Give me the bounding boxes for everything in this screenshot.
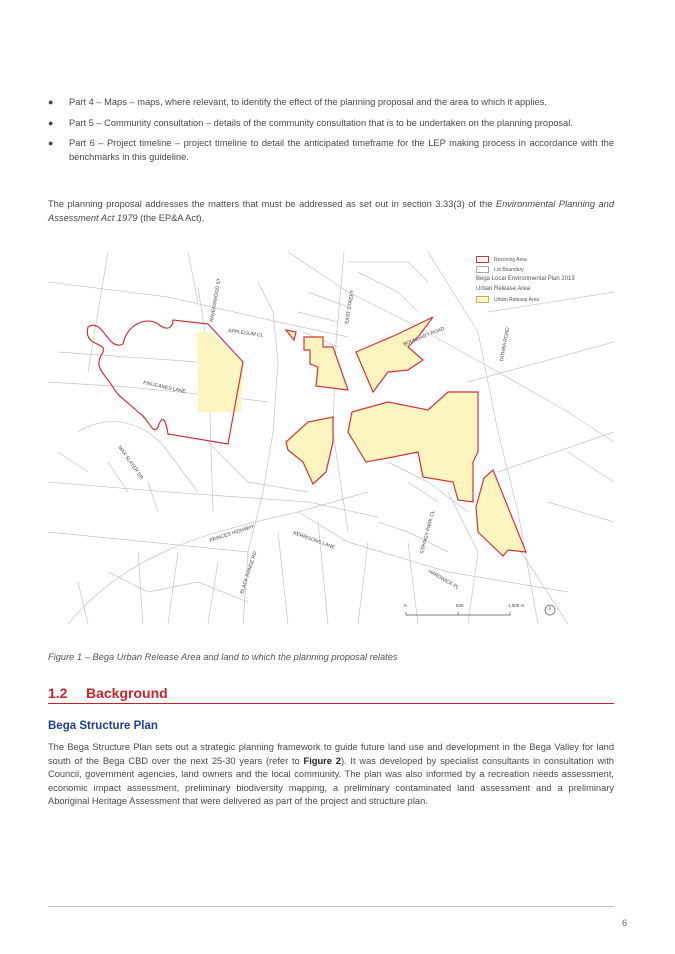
rezoning-swatch-icon [476, 256, 489, 263]
svg-text:500: 500 [456, 603, 464, 608]
svg-text:1,000 m: 1,000 m [508, 603, 525, 608]
svg-text:RAVENSWOOD ST: RAVENSWOOD ST [209, 277, 223, 323]
figure-reference: Figure 2 [303, 755, 341, 766]
urban-release-areas [196, 317, 526, 556]
svg-text:HARDWICK PL: HARDWICK PL [427, 568, 461, 592]
scale-bar [404, 603, 525, 615]
list-item: ● Part 6 – Project timeline – project timeline to detail the anticipated timeframe for the LEP making process in accordance with the benchmarks in this guideline. [48, 138, 614, 162]
figure-map [48, 252, 614, 624]
svg-text:BLACK RANGE RD: BLACK RANGE RD [239, 550, 259, 595]
urban-release-swatch-icon [476, 296, 489, 303]
bullet-icon: ● [48, 97, 54, 107]
map-graphic [48, 252, 614, 624]
svg-text:APPLEGUM CL: APPLEGUM CL [227, 328, 264, 339]
bullet-icon: ● [48, 138, 54, 148]
figure-caption: Figure 1 – Bega Urban Release Area and land to which the planning proposal relates [48, 652, 398, 662]
intro-paragraph: The planning proposal addresses the matters that must be addressed as set out in section 3.33(3) of the Environmental Planning and Assessment Act 1979 (the EP&A Act). [48, 199, 614, 223]
svg-text:KERRISONS LANE: KERRISONS LANE [292, 530, 336, 551]
svg-text:PRINCES HIGHWAY: PRINCES HIGHWAY [208, 523, 256, 544]
list-item: ● Part 5 – Community consultation – details of the community consultation that is to be undertaken on the planning proposal. [48, 117, 614, 131]
list-item: ● Part 4 – Maps – maps, where relevant, to identify the effect of the planning proposal and the area to which it applies. [48, 96, 614, 110]
act-name: Environmental Planning and Assessment Act 1979 [48, 199, 614, 223]
svg-text:0: 0 [404, 603, 407, 608]
svg-text:MAX SLATER DR: MAX SLATER DR [116, 444, 145, 481]
map-legend: Rezoning Area Lot Boundary Bega Local Environmental Plan 2013 Urban Release Area Urban Release Area [476, 256, 575, 303]
parts-list [48, 96, 614, 171]
svg-text:STRINGY PARK CL: STRINGY PARK CL [419, 509, 437, 555]
svg-text:EAST STREET: EAST STREET [344, 289, 356, 325]
svg-text:BOUNDARY ROAD: BOUNDARY ROAD [402, 325, 446, 348]
svg-text:TATHRA ROAD: TATHRA ROAD [499, 327, 512, 363]
background-paragraph: The Bega Structure Plan sets out a strategic planning framework to guide future land use and development in the Bega Valley for land south of the Bega CBD over the next 25-30 years (refer to Figure 2). It was developed by specialist consultants in consultation with Council, government agencies, land owners and the local community. The plan was also informed by a recreation needs assessment, economic impact assessment, preliminary biodiversity mapping, a preliminary contaminated land assessment and a preliminary Aboriginal Heritage Assessment that were delivered as part of the project and structure plan. [48, 742, 614, 806]
lot-swatch-icon [476, 266, 489, 273]
svg-text:FINUCANES LANE: FINUCANES LANE [142, 380, 187, 395]
subheading: Bega Structure Plan [48, 720, 158, 732]
bullet-icon: ● [48, 117, 54, 128]
page-number: 6 [621, 918, 627, 928]
section-heading: 1.2 Background [48, 685, 614, 704]
footer-divider [48, 906, 614, 907]
